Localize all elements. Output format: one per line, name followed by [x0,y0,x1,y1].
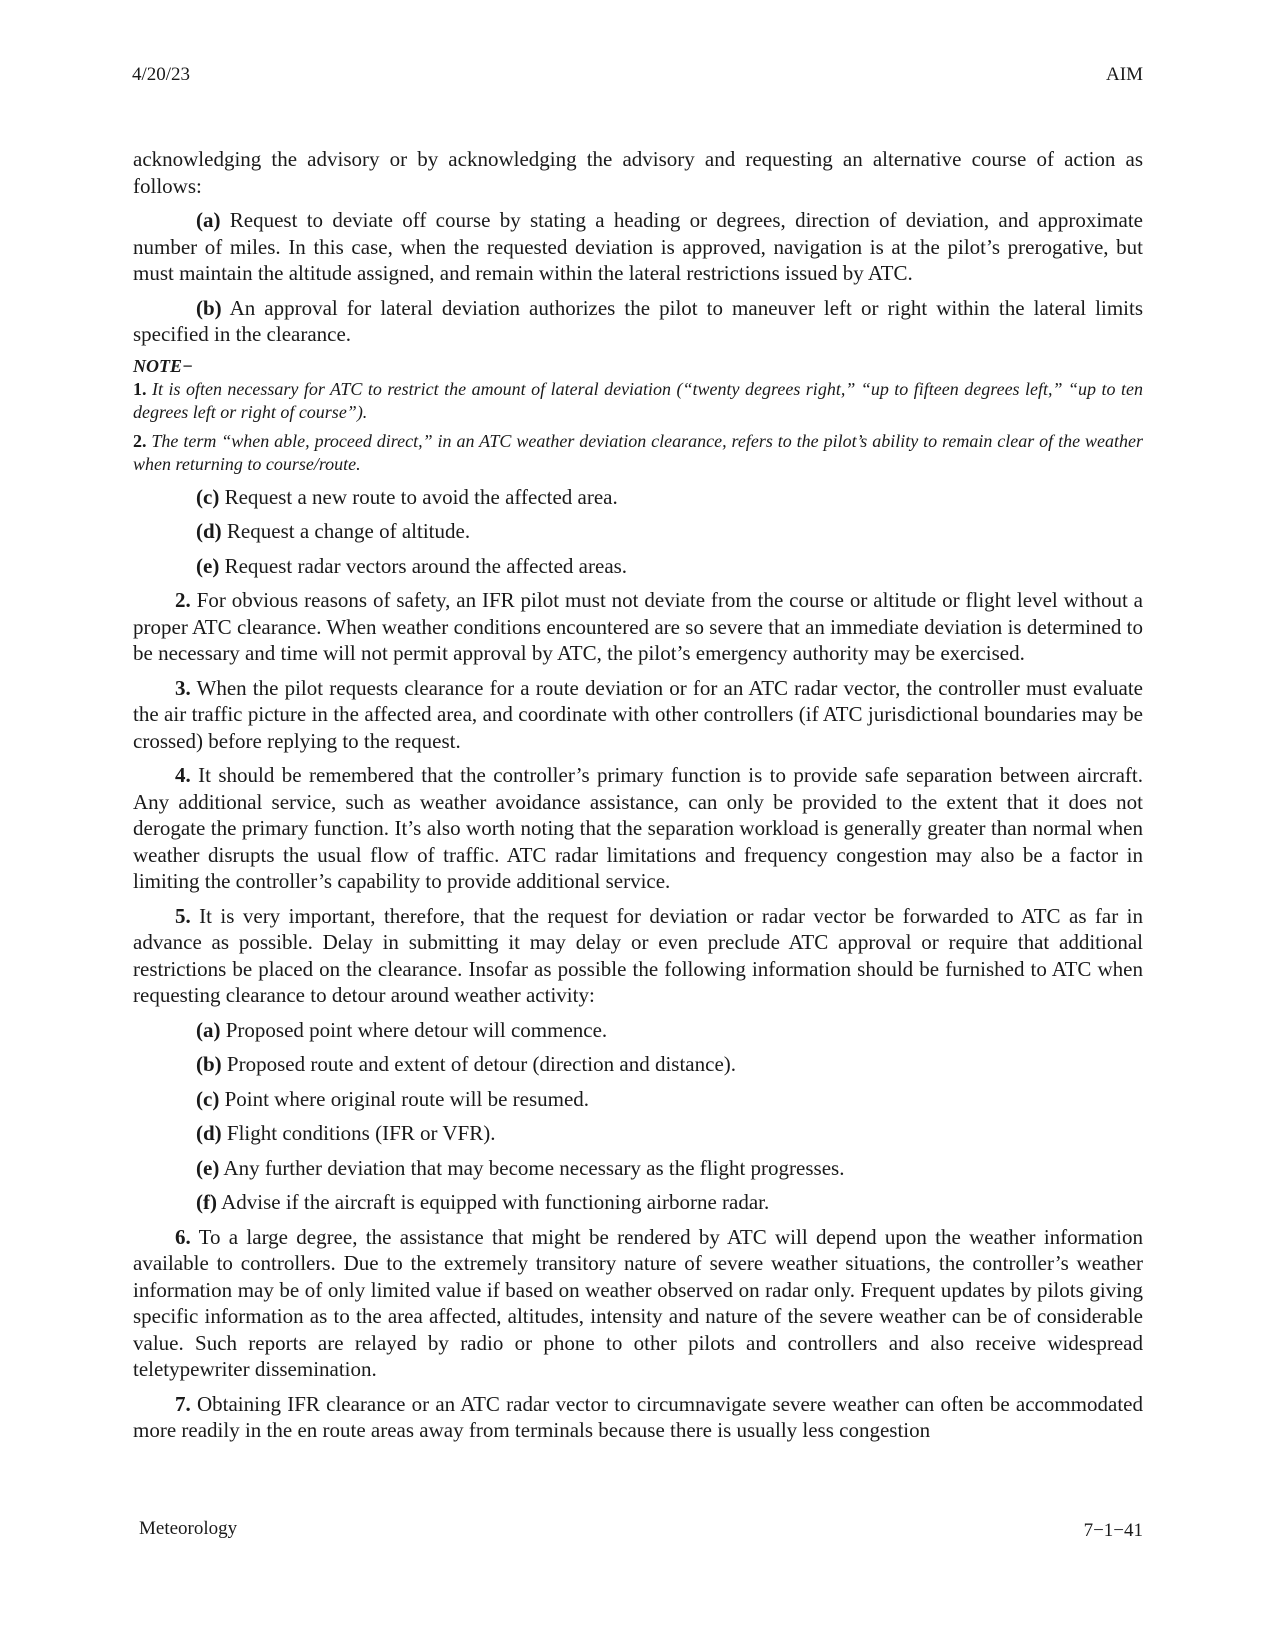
paragraph-2 [133,587,1143,667]
paragraph-6 [133,1224,1143,1383]
note-2 [133,430,1143,476]
note-heading: NOTE− [133,355,193,376]
subparagraph-text: An approval for lateral deviation authorizes the pilot to maneuver left or right within the lateral limits specified in the clearance. [133,295,1143,346]
list-item-f [133,1189,1143,1216]
paragraph-text: It should be remembered that the controller’s primary function is to provide safe separation between aircraft. Any additional service, such as weather avoidance assistance, can only be provided to the extent that it does not derogate the primary function. It’s also worth noting that the separation workload is generally greater than normal when weather disrupts the usual flow of traffic. ATC radar limitations and frequency congestion may also be a factor in limiting the controller’s capability to provide additional service. [133,763,1143,893]
list-item-label: (a) [196,1017,221,1042]
list-item-text: Any further deviation that may become necessary as the flight progresses. [219,1155,845,1180]
paragraph-text: To a large degree, the assistance that might be rendered by ATC will depend upon the weather information available to controllers. Due to the extremely transitory nature of severe weather situations, the controller’s weather information may be of only limited value if based on weather observed on radar only. Frequent updates by pilots giving specific information as to the area affected, altitudes, intensity and nature of the severe weather can be of considerable value. Such reports are relayed by radio or phone to other pilots and controllers and also receive widespread teletypewriter dissemination. [133,1224,1143,1381]
paragraph-4 [133,762,1143,895]
note-1 [133,378,1143,424]
subparagraph-label: (e) [196,553,220,578]
paragraph-5 [133,903,1143,1009]
paragraph-text: When the pilot requests clearance for a route deviation or for an ATC radar vector, the controller must evaluate the air traffic picture in the affected area, and coordinate with other controllers (if ATC jurisdictional boundaries may be crossed) before replying to the request. [133,675,1143,753]
subparagraph-text: Request to deviate off course by stating a heading or degrees, direction of deviation, and approximate number of miles. In this case, when the requested deviation is approved, navigation is at the pilot’s prerogative, but must maintain the altitude assigned, and remain within the lateral restrictions issued by ATC. [133,208,1143,285]
list-item-b [133,1051,1143,1078]
subparagraph-d [133,518,1143,545]
header-doc-title: AIM [1106,64,1143,85]
list-item-text: Flight conditions (IFR or VFR). [221,1121,496,1145]
list-item-label: (e) [196,1155,220,1180]
subparagraph-label: (a) [196,208,221,232]
note-text: The term “when able, proceed direct,” in an ATC weather deviation clearance, refers to the pilot’s ability to remain clear of the weather when returning to course/route. [133,430,1143,474]
footer-section: Meteorology [139,1518,238,1539]
subparagraph-label: (b) [196,295,222,320]
header-date: 4/20/23 [132,64,191,85]
list-item-label: (d) [196,1121,222,1145]
note-label: 2. [133,430,147,451]
list-item-text: Point where original route will be resumed. [219,1086,590,1111]
list-item-label: (b) [196,1052,222,1076]
subparagraph-b [133,295,1143,348]
paragraph-number: 7. [175,1391,191,1416]
subparagraph-c [133,484,1143,511]
list-item-text: Proposed route and extent of detour (direction and distance). [221,1052,737,1076]
list-item-a [133,1017,1143,1044]
paragraph-text: It is very important, therefore, that the request for deviation or radar vector be forwarded to ATC as far in advance as possible. Delay in submitting it may delay or even preclude ATC approval or require that additional restrictions be placed on the clearance. Insofar as possible the following information should be furnished to ATC when requesting clearance to detour around weather activity: [133,903,1143,1007]
note-text: It is often necessary for ATC to restrict the amount of lateral deviation (“twenty degrees right,” “up to fifteen degrees left,” “up to ten degrees left or right of course”). [133,378,1143,422]
paragraph-number: 3. [175,675,191,700]
paragraph-number: 6. [175,1224,191,1249]
subparagraph-label: (d) [196,519,222,543]
subparagraph-e [133,553,1143,580]
paragraph-text: Obtaining IFR clearance or an ATC radar vector to circumnavigate severe weather can often be accommodated more readily in the en route areas away from terminals because there is usually less congestion [133,1391,1143,1442]
paragraph-number: 5. [175,903,191,928]
paragraph-number: 2. [175,588,191,612]
subparagraph-label: (c) [196,484,220,509]
paragraph-7 [133,1391,1143,1444]
page-body [133,146,1143,1444]
subparagraph-a [133,207,1143,287]
subparagraph-text: Request a change of altitude. [221,519,471,543]
paragraph-text: For obvious reasons of safety, an IFR pilot must not deviate from the course or altitude or flight level without a proper ATC clearance. When weather conditions encountered are so severe that an immediate deviation is determined to be necessary and time will not permit approval by ATC, the pilot’s emergency authority may be exercised. [133,588,1143,665]
subparagraph-text: Request a new route to avoid the affected area. [219,484,618,509]
paragraph-3 [133,675,1143,755]
footer-page-number: 7−1−41 [1083,1520,1143,1541]
list-item-label: (f) [196,1190,217,1214]
list-item-e [133,1155,1143,1182]
paragraph-number: 4. [175,763,191,787]
list-item-c [133,1086,1143,1113]
list-item-d [133,1120,1143,1147]
subparagraph-text: Request radar vectors around the affected areas. [219,553,628,578]
list-item-text: Advise if the aircraft is equipped with functioning airborne radar. [216,1190,770,1214]
list-item-label: (c) [196,1086,220,1111]
list-item-text: Proposed point where detour will commence. [220,1017,608,1042]
intro-paragraph: acknowledging the advisory or by acknowledging the advisory and requesting an alternative course of action as follows: [133,147,1143,198]
note-label: 1. [133,378,147,399]
